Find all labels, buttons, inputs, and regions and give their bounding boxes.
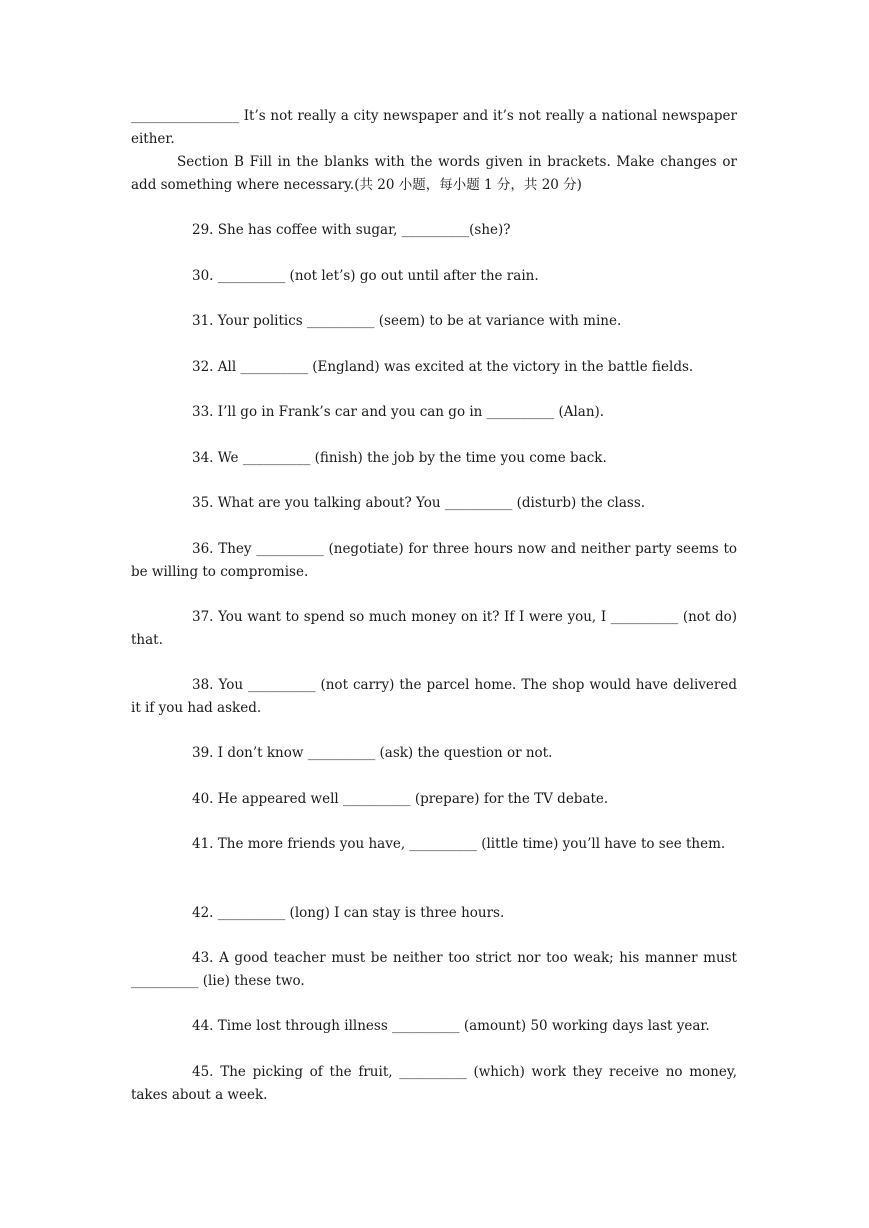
- question-38: 38. You __________ (not carry) the parcel home. The shop would have delivered it if you had asked.: [131, 677, 737, 716]
- section-b-heading: Section B Fill in the blanks with the words given in brackets. Make changes or add something where necessary.(共 20 小题，每小题 1 分，共 20 分): [131, 154, 737, 193]
- question-45: 45. The picking of the fruit, __________ (which) work they receive no money, takes about a week.: [131, 1064, 737, 1103]
- question-34: 34. We __________ (finish) the job by the time you come back.: [192, 450, 607, 466]
- question-37: 37. You want to spend so much money on it? If I were you, I __________ (not do) that.: [131, 609, 737, 648]
- question-33: 33. I’ll go in Frank’s car and you can go in __________ (Alan).: [192, 404, 605, 420]
- question-41: 41. The more friends you have, __________ (little time) you’ll have to see them.: [192, 836, 726, 852]
- question-36: 36. They __________ (negotiate) for three hours now and neither party seems to be willing to compromise.: [131, 541, 737, 580]
- question-43: 43. A good teacher must be neither too strict nor too weak; his manner must __________ (lie) these two.: [131, 950, 737, 989]
- question-40: 40. He appeared well __________ (prepare) for the TV debate.: [192, 791, 609, 807]
- question-31: 31. Your politics __________ (seem) to be at variance with mine.: [192, 313, 622, 329]
- question-29: 29. She has coffee with sugar, __________(she)?: [192, 222, 511, 238]
- question-30: 30. __________ (not let’s) go out until after the rain.: [192, 268, 539, 284]
- question-39: 39. I don’t know __________ (ask) the question or not.: [192, 745, 553, 761]
- question-32: 32. All __________ (England) was excited at the victory in the battle fields.: [192, 359, 694, 375]
- question-35: 35. What are you talking about? You __________ (disturb) the class.: [192, 495, 646, 511]
- intro-paragraph: ________________ It’s not really a city newspaper and it’s not really a national newspaper either.: [131, 108, 737, 147]
- question-42: 42. __________ (long) I can stay is three hours.: [192, 905, 505, 921]
- question-44: 44. Time lost through illness __________ (amount) 50 working days last year.: [192, 1018, 710, 1034]
